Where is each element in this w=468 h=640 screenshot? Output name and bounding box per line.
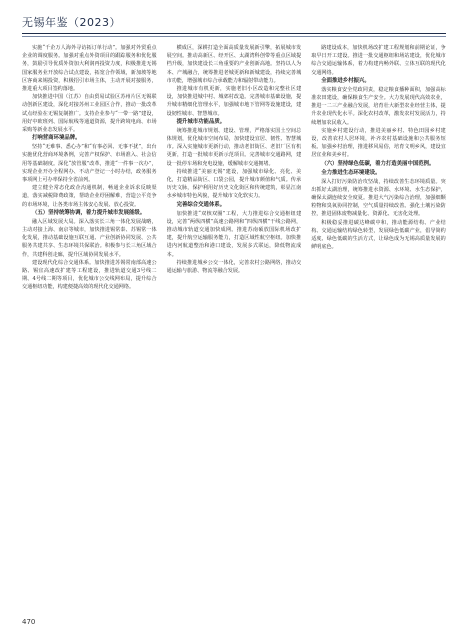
- body-paragraph: 深入打好污染防治攻坚战，持续改善生态环境质量。突出抓好太湖治理，统筹推进水资源、水环境、水生态保护，确保太湖连续安全度夏。推进大气污染综合治理，加强细颗粒物和臭氧协同控制，空气质量持续改善。强化土壤污染防控，推进固体废物减量化、资源化、无害化处理。: [311, 178, 446, 218]
- body-paragraph: 加快推进中国（江苏）自由贸易试验区苏州片区无锡联动创新区建设，深化对接苏州工业园区合作，推动一批改革试点经验在无锡复制推广。支持企业参与“一带一路”建设，用好中欧班列、国际航线等通道资源，提升跨境电商、市场采购等新业态发展水平。: [22, 94, 157, 134]
- header-rule-thin: [22, 36, 446, 37]
- body-paragraph: 路建设成本，加快机场改扩建工程规划和前期论证，争取早日开工建设。推进一批交通枢纽和场站建设，优化城市综合交通运输体系，着力构建内畅外联、立体互联的现代化交通网络。: [311, 45, 446, 76]
- header-rule: [22, 33, 446, 34]
- section-heading: 完善综合交通体系。: [176, 201, 226, 208]
- section-heading: 提升城市功能品质。: [176, 118, 226, 125]
- body-paragraph: 统筹推进城市规划、建设、管理，严格落实国土空间总体规划，优化城市空间布局，加快建设宜居、韧性、智慧城市。深入实施城市更新行动，推动老旧街区、老旧厂区有机更新，打造一批城市更新示范项目。完善城市交通路网，建设一批停车场和充电设施，缓解城市交通拥堵。: [166, 127, 302, 167]
- yearbook-header-title: 无锡年鉴（2023）: [22, 16, 121, 29]
- text-column-1: [22, 44, 157, 610]
- body-paragraph: 积极稳妥推进碳达峰碳中和，推动能源结构、产业结构、交通运输结构绿色转型，发展绿色低碳产业，倡导简约适度、绿色低碳的生活方式，让绿色成为无锡高质量发展的鲜明底色。: [311, 219, 446, 251]
- body-paragraph: 实施乡村建设行动，推进美丽乡村、特色田园乡村建设，改善农村人居环境，补齐农村基础设施和公共服务短板。加强乡村治理，推进移风易俗，培育文明乡风，建设宜居宜业和美乡村。: [311, 127, 446, 159]
- section-heading: 打响营商环境品牌。: [32, 135, 81, 142]
- section-heading: （五）坚持统筹协调，着力提升城市发展能级。: [32, 209, 146, 216]
- body-paragraph: 横成区，深耕打造全面高质量发展新引擎，拓展城市发展空间。推动高新区、经开区、太湖湾科创带等重点区域提档升级，加快建设长三角重要的产业创新高地。坚持以人为本、产城融合，统筹推进老城更新和新城建设，持续完善城市功能，增强城市综合承载能力和辐射带动能力。: [166, 45, 302, 84]
- body-paragraph: 建设现代化综合交通体系。加快推进苏锡常南部高速公路、锡宜高速改扩建等工程建设，推进轨道交通3号线二期、4号线二期等项目，优化城市公交线网布局，提升综合交通枢纽功能，构建便捷高效的现代化交通网络。: [22, 259, 157, 291]
- section-heading: 全面推进乡村振兴。: [321, 77, 370, 84]
- page-number: 470: [22, 618, 36, 626]
- body-paragraph: 落实粮食安全党政同责，稳定粮食播种面积，加强高标准农田建设，确保粮食生产安全。大力发展现代高效农业，推进一二三产业融合发展，培育壮大新型农业经营主体，提升农业现代化水平。深化农村改革，激发农村发展活力，持续增加农民收入。: [311, 86, 446, 126]
- body-paragraph: 融入区域发展大局。深入落实长三角一体化发展战略，主动对接上海、南京等城市，加快推进锡常泰、苏锡常一体化发展，推动基础设施互联互通、产业创新协同发展、公共服务共建共享、生态环境共保联治。积极参与长三角区域合作，共建科创走廊，提升区域协同发展水平。: [22, 218, 157, 258]
- body-paragraph: 推进城市有机更新，实施老旧小区改造和完整社区建设，加快推进城中村、城郊村改造。完善城市基础设施，提升城市精细化管理水平，加强城市地下管网等设施建设，建设韧性城市、智慧城市。: [166, 86, 302, 117]
- body-paragraph: 持续推进城乡公交一体化，完善农村公路网络，推动交通运输与旅游、物流等融合发展。: [166, 259, 302, 275]
- body-paragraph: 实施“千企万人海外寻访拓订单行动”。加强对外贸重点企业的调度服务。加强对重点外资项目的跟踪服务和优化服务，鼓励引导优质外资加大利润再投资力度，积极推进无锡国家服务业开放综合试点建设，拓宽合作领域，新加坡等地区客商来锡投资，积极招引市场主体，主动开展对接服务，推进重大项目签约落地。: [22, 45, 157, 93]
- text-column-2: [167, 44, 302, 610]
- section-heading: （六）坚持绿色低碳，着力打造美丽中国范例。: [321, 160, 435, 167]
- body-paragraph: 加快推进“双核双圈”工程，大力推进综合交通枢纽建设，完善“两纵四横”高速公路网和“四纵四横”干线公路网，推动城市轨道交通加快成网。推进苏南硕放国际机场改扩建，提升航空运输服务能力，打造区域性航空枢纽。加快推进内河航道整治和港口建设，发展多式联运，降低物流成本。: [166, 210, 302, 258]
- section-heading: 全力推进生态环境建设。: [321, 169, 381, 176]
- body-paragraph: 持续推进“美丽无锡”建设，加强城市绿化、亮化、美化，打造精品街区、口袋公园，提升城市颜值和气质。传承历史文脉，保护利用好历史文化街区和传统建筑，彰显江南水乡城市特色风貌，提升城市文化软实力。: [166, 168, 302, 200]
- body-paragraph: 建立健全常态化政企沟通机制，畅通企业诉求反映渠道，落实减税降费政策，帮助企业纾困解难，营造公平竞争的市场环境，让各类市场主体安心发展、放心投资。: [22, 185, 157, 208]
- article-columns: [22, 44, 446, 610]
- body-paragraph: 坚持“无难事、悉心办”和“有事必回、无事不扰”，出台实施优化营商环境条例，完善产权保护、市场准入、社会信用等基础制度。深化“放管服”改革，推进“一件事一次办”，实现企业开办全程网办、不动产登记一小时办结，政务服务事项网上可办率保持全省前列。: [22, 144, 157, 184]
- text-column-3: [311, 44, 446, 610]
